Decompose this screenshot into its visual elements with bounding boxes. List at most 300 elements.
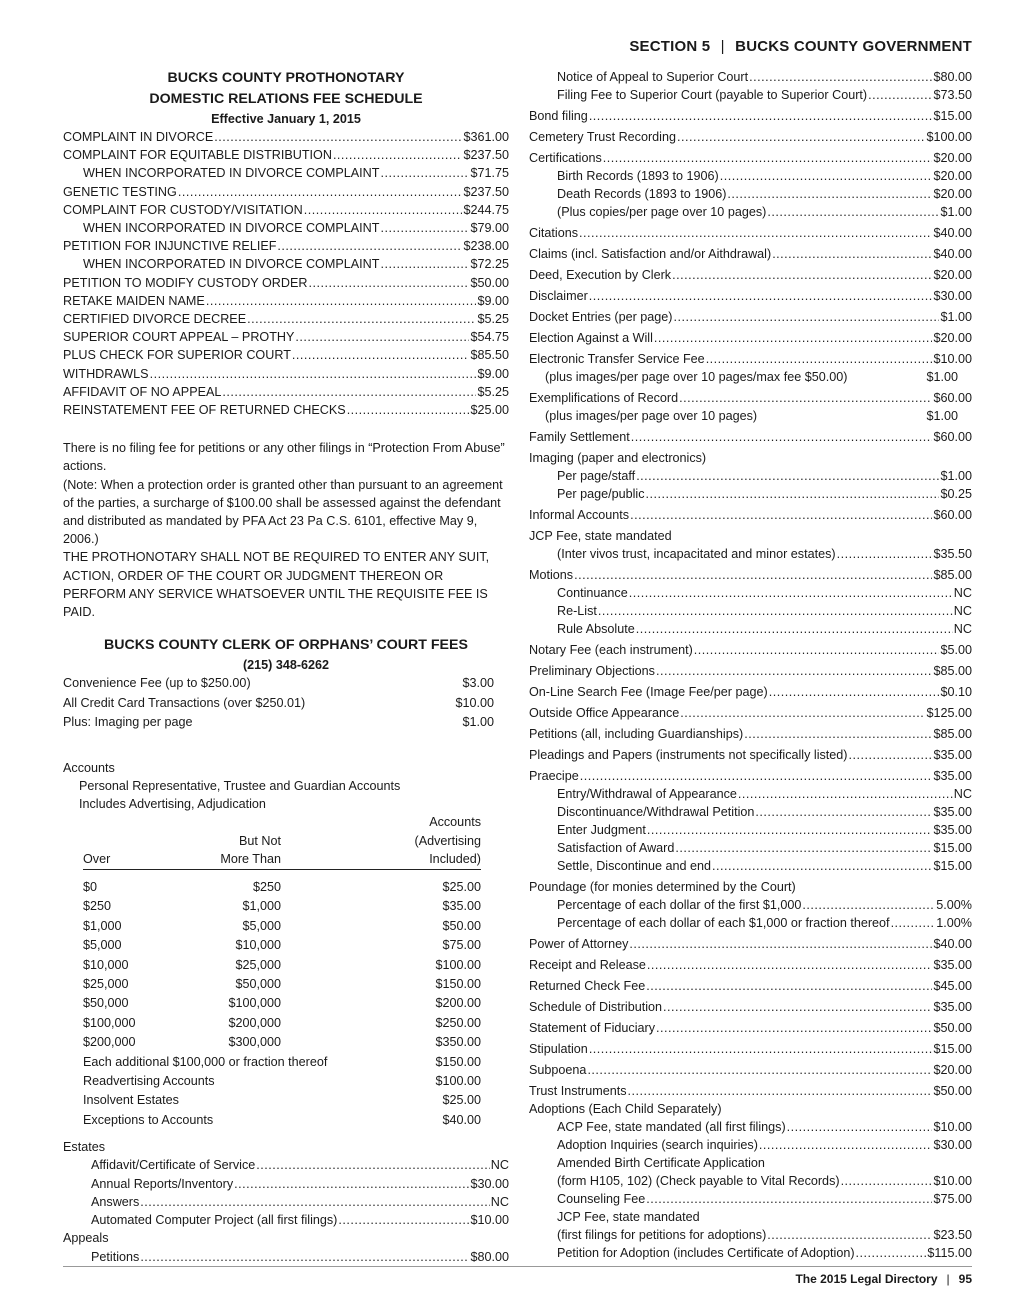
fee-amount: NC xyxy=(953,604,972,618)
fee-amount: $40.00 xyxy=(933,937,972,951)
leader-dots xyxy=(744,725,932,743)
fee-amount: NC xyxy=(490,1194,509,1209)
leader-dots xyxy=(767,203,939,221)
fee-row xyxy=(529,224,972,242)
fee-label: Each additional $100,000 or fraction thereof xyxy=(83,1054,328,1069)
fee-row xyxy=(529,620,972,638)
fee-label: Citations xyxy=(529,226,578,240)
fee-label: Disclaimer xyxy=(529,289,588,303)
fee-amount: $85.00 xyxy=(933,568,972,582)
leader-dots xyxy=(646,485,940,503)
leader-dots xyxy=(720,167,933,185)
page-footer xyxy=(795,1272,972,1286)
fee-row xyxy=(63,128,509,146)
fee-row xyxy=(63,1248,509,1266)
leader-dots xyxy=(587,1061,932,1079)
fee-label: CERTIFIED DIVORCE DECREE xyxy=(63,312,247,327)
fee-label: Exemplifications of Record xyxy=(529,391,679,405)
fee-label: (Inter vivos trust, incapacitated and minor estates) xyxy=(557,547,836,561)
estates-fee-list xyxy=(63,1156,509,1229)
leader-dots xyxy=(256,1156,490,1174)
section-title: BUCKS COUNTY GOVERNMENT xyxy=(735,38,972,55)
fee-label: Praecipe xyxy=(529,769,579,783)
fee-label: Amended Birth Certificate Application xyxy=(557,1156,765,1170)
fee-amount: $35.00 xyxy=(933,805,972,819)
fee-row xyxy=(63,383,509,401)
fee-label: Informal Accounts xyxy=(529,508,630,522)
fee-row xyxy=(529,1100,972,1118)
fee-label: Certifications xyxy=(529,151,602,165)
table-row xyxy=(83,975,481,994)
leader-dots xyxy=(654,329,933,347)
fee-row xyxy=(529,1061,972,1079)
fee-amount: $10.00 xyxy=(470,1213,509,1228)
leader-dots xyxy=(636,467,939,485)
fee-label: (plus images/per page over 10 pages) xyxy=(545,409,758,423)
leader-dots xyxy=(769,683,940,701)
leader-dots xyxy=(292,346,470,364)
table-row xyxy=(83,1033,481,1052)
fee-amount: $40.00 xyxy=(933,226,972,240)
table-cell: $75.00 xyxy=(442,938,481,953)
fee-label: Power of Attorney xyxy=(529,937,629,951)
fee-label: Readvertising Accounts xyxy=(83,1074,215,1089)
fee-label: Filing Fee to Superior Court (payable to Superior Court) xyxy=(557,88,868,102)
fee-label: Insolvent Estates xyxy=(83,1093,179,1108)
leader-dots xyxy=(712,857,932,875)
fee-label: COMPLAINT FOR CUSTODY/VISITATION xyxy=(63,202,303,217)
fee-amount: $50.00 xyxy=(933,1084,972,1098)
fee-label: Subpoena xyxy=(529,1063,587,1077)
fee-label: SUPERIOR COURT APPEAL – PROTHY xyxy=(63,330,295,345)
fee-amount: $35.00 xyxy=(933,823,972,837)
pfa-note: (Note: When a protection order is granted other than pursuant to an agreement of the parties, a surcharge of $100.00 shall be assessed against the defendant and distributed as mandated by PFA Act 23 Pa C.S. 6101, effective May 9, 2006.) xyxy=(63,477,503,547)
fee-row xyxy=(63,401,509,419)
list-item xyxy=(83,1072,481,1091)
fee-label: Docket Entries (per page) xyxy=(529,310,673,324)
leader-dots xyxy=(636,620,953,638)
fee-label: Election Against a Will xyxy=(529,331,653,345)
fee-amount: NC xyxy=(490,1158,509,1173)
fee-amount: $1.00 xyxy=(940,469,972,483)
leader-dots xyxy=(772,245,932,263)
fee-row xyxy=(529,977,972,995)
fee-row xyxy=(529,566,972,584)
fee-label: Returned Check Fee xyxy=(529,979,646,993)
header-separator: | xyxy=(720,38,725,55)
fee-row xyxy=(529,704,972,722)
fee-row xyxy=(529,506,972,524)
fee-label: JCP Fee, state mandated xyxy=(557,1210,700,1224)
fee-label: PETITION FOR INJUNCTIVE RELIEF xyxy=(63,239,277,254)
fee-label: Plus: Imaging per page xyxy=(63,715,193,730)
fee-row xyxy=(529,449,972,467)
fee-amount: $5.25 xyxy=(477,384,509,399)
leader-dots xyxy=(206,292,477,310)
fee-amount: $15.00 xyxy=(933,1042,972,1056)
fee-row xyxy=(63,1175,509,1193)
fee-label: Annual Reports/Inventory xyxy=(91,1176,234,1191)
fee-label: Electronic Transfer Service Fee xyxy=(529,352,705,366)
fee-amount: $30.00 xyxy=(470,1176,509,1191)
fee-label: AFFIDAVIT OF NO APPEAL xyxy=(63,384,222,399)
fee-label: WHEN INCORPORATED IN DIVORCE COMPLAINT xyxy=(83,166,380,181)
fee-row xyxy=(63,694,509,714)
fee-label: PETITION TO MODIFY CUSTODY ORDER xyxy=(63,275,308,290)
accounts-table-body xyxy=(83,878,481,1053)
leader-dots xyxy=(629,935,932,953)
fee-label: GENETIC TESTING xyxy=(63,184,177,199)
fee-amount: $35.00 xyxy=(933,1000,972,1014)
table-cell: $0 xyxy=(83,880,98,894)
fee-row xyxy=(529,245,972,263)
table-row xyxy=(83,956,481,975)
fee-row xyxy=(529,329,972,347)
fee-amount: $10.00 xyxy=(933,1120,972,1134)
fee-label: Notary Fee (each instrument) xyxy=(529,643,693,657)
fee-row xyxy=(529,839,972,857)
fee-amount: $3.00 xyxy=(462,676,494,691)
fee-row xyxy=(529,485,972,503)
fee-amount: $20.00 xyxy=(933,1063,972,1077)
fee-label: Petitions xyxy=(91,1249,140,1264)
fee-row xyxy=(63,1156,509,1174)
fee-row xyxy=(63,237,509,255)
fee-amount: $40.00 xyxy=(933,247,972,261)
table-cell: $250.00 xyxy=(435,1015,481,1030)
fee-amount: $25.00 xyxy=(442,1093,481,1108)
fee-amount: $20.00 xyxy=(933,331,972,345)
fee-label: RETAKE MAIDEN NAME xyxy=(63,293,205,308)
fee-label: COMPLAINT IN DIVORCE xyxy=(63,130,214,144)
fee-amount: NC xyxy=(953,586,972,600)
table-cell: $5,000 xyxy=(83,938,122,953)
leader-dots xyxy=(849,746,933,764)
fee-amount: $1.00 xyxy=(462,715,494,730)
leader-dots xyxy=(680,704,925,722)
fee-amount: $73.50 xyxy=(933,88,972,102)
col-but-not-header: But Not More Than xyxy=(220,833,281,866)
fee-row xyxy=(63,346,509,364)
prothonotary-subtitle: DOMESTIC RELATIONS FEE SCHEDULE xyxy=(149,91,423,107)
leader-dots xyxy=(759,1136,933,1154)
fee-amount: $10.00 xyxy=(933,352,972,366)
fee-label: Continuance xyxy=(557,586,628,600)
accounts-desc-line2: Includes Advertising, Adjudication xyxy=(79,797,266,812)
fee-label: Rule Absolute xyxy=(557,622,635,636)
fee-row xyxy=(529,683,972,701)
fee-row xyxy=(529,203,972,221)
fee-row xyxy=(63,310,509,328)
fee-label: Affidavit/Certificate of Service xyxy=(91,1158,256,1173)
fee-amount: $237.50 xyxy=(463,148,509,163)
fee-amount: $15.00 xyxy=(933,859,972,873)
fee-row xyxy=(529,956,972,974)
table-cell: $1,000 xyxy=(83,918,122,933)
table-cell: $5,000 xyxy=(242,918,281,933)
fee-amount: $60.00 xyxy=(933,391,972,405)
fee-amount: $85.50 xyxy=(470,348,509,363)
fee-row xyxy=(529,368,972,386)
fee-label: All Credit Card Transactions (over $250.01) xyxy=(63,695,306,710)
fee-row xyxy=(529,1226,972,1244)
table-cell: $200.00 xyxy=(435,996,481,1011)
fee-row xyxy=(63,365,509,383)
table-cell: $10,000 xyxy=(83,957,129,972)
leader-dots xyxy=(589,1040,933,1058)
fee-row xyxy=(529,407,972,425)
fee-amount: $35.50 xyxy=(933,547,972,561)
fee-row xyxy=(529,1040,972,1058)
leader-dots xyxy=(727,185,932,203)
leader-dots xyxy=(837,545,933,563)
leader-dots xyxy=(749,68,932,86)
fee-amount: $361.00 xyxy=(463,130,509,144)
leader-dots xyxy=(380,164,469,182)
fee-label: Stipulation xyxy=(529,1042,588,1056)
pfa-paragraph: There is no filing fee for petitions or any other filings in “Protection From Abuse” actions. xyxy=(63,441,505,474)
accounts-extra-list xyxy=(83,1053,481,1131)
leader-dots xyxy=(891,914,936,932)
fee-row xyxy=(529,527,972,545)
fee-label: (Plus copies/per page over 10 pages) xyxy=(557,205,767,219)
fee-row xyxy=(529,725,972,743)
fee-amount: $0.10 xyxy=(940,685,972,699)
fee-label: Adoption Inquiries (search inquiries) xyxy=(557,1138,758,1152)
table-cell: $200,000 xyxy=(83,1035,136,1050)
fee-label: COMPLAINT FOR EQUITABLE DISTRIBUTION xyxy=(63,148,332,163)
fee-label: Satisfaction of Award xyxy=(557,841,675,855)
fee-row xyxy=(529,662,972,680)
leader-dots xyxy=(589,107,933,125)
fee-row xyxy=(529,1244,972,1262)
section-header xyxy=(629,38,972,55)
fee-amount: $9.00 xyxy=(477,366,509,381)
fee-label: Family Settlement xyxy=(529,430,630,444)
fee-amount: $20.00 xyxy=(933,268,972,282)
orphans-fee-list-continued xyxy=(529,68,972,1262)
fee-label: Per page/staff xyxy=(557,469,636,483)
table-cell: $350.00 xyxy=(435,1035,481,1050)
leader-dots xyxy=(755,803,932,821)
leader-dots xyxy=(856,1244,927,1262)
table-cell: $200,000 xyxy=(228,1015,281,1030)
fee-label: Cemetery Trust Recording xyxy=(529,130,676,144)
fee-row xyxy=(529,1154,972,1172)
fee-row xyxy=(529,350,972,368)
leader-dots xyxy=(646,1190,932,1208)
leader-dots xyxy=(603,149,933,167)
fee-amount: 1.00% xyxy=(936,916,972,930)
fee-row xyxy=(63,292,509,310)
fee-label: Pleadings and Papers (instruments not specifically listed) xyxy=(529,748,848,762)
fee-amount: $1.00 xyxy=(940,205,972,219)
col-over-header: Over xyxy=(83,851,111,866)
accounts-description xyxy=(63,777,509,813)
fee-label: WITHDRAWLS xyxy=(63,366,149,381)
fee-label: Percentage of each dollar of each $1,000 or fraction thereof xyxy=(557,916,890,930)
fee-amount: $23.50 xyxy=(933,1228,972,1242)
leader-dots xyxy=(579,224,932,242)
fee-amount: $75.00 xyxy=(933,1192,972,1206)
fee-row xyxy=(529,167,972,185)
table-cell: $25,000 xyxy=(235,957,281,972)
fee-label: (first filings for petitions for adoptions) xyxy=(557,1228,767,1242)
table-cell: $50,000 xyxy=(235,977,281,992)
leader-dots xyxy=(706,350,933,368)
table-cell: $250 xyxy=(83,899,112,914)
fee-amount: $80.00 xyxy=(933,70,972,84)
leader-dots xyxy=(234,1175,469,1193)
leader-dots xyxy=(222,383,476,401)
leader-dots xyxy=(679,389,932,407)
fee-row xyxy=(529,68,972,86)
fee-amount: $20.00 xyxy=(933,169,972,183)
fee-label: Settle, Discontinue and end xyxy=(557,859,712,873)
fee-row xyxy=(529,746,972,764)
fee-row xyxy=(529,857,972,875)
fee-row xyxy=(529,896,972,914)
left-column xyxy=(63,68,509,1266)
effective-date: Effective January 1, 2015 xyxy=(211,112,361,126)
fee-label: Automated Computer Project (all first filings) xyxy=(91,1213,338,1228)
fee-amount: $60.00 xyxy=(933,430,972,444)
leader-dots xyxy=(140,1193,490,1211)
leader-dots xyxy=(247,310,476,328)
fee-amount: 5.00% xyxy=(936,898,972,912)
table-row xyxy=(83,1014,481,1033)
table-cell: $50.00 xyxy=(442,918,481,933)
leader-dots xyxy=(767,1226,932,1244)
fee-amount: $30.00 xyxy=(933,289,972,303)
fee-label: Entry/Withdrawal of Appearance xyxy=(557,787,737,801)
table-row xyxy=(83,917,481,936)
fee-row xyxy=(529,584,972,602)
fee-label: WHEN INCORPORATED IN DIVORCE COMPLAINT xyxy=(83,221,380,236)
fee-amount: NC xyxy=(953,622,972,636)
leader-dots xyxy=(663,998,932,1016)
fee-row xyxy=(63,274,509,292)
fee-label: Counseling Fee xyxy=(557,1192,646,1206)
section-label: SECTION 5 xyxy=(629,38,711,55)
list-item xyxy=(83,1111,481,1130)
fee-amount: $71.75 xyxy=(470,166,509,181)
leader-dots xyxy=(656,1019,932,1037)
fee-row xyxy=(529,602,972,620)
fee-amount: $1.00 xyxy=(926,409,958,423)
fee-amount: $85.00 xyxy=(933,727,972,741)
fee-label: Notice of Appeal to Superior Court xyxy=(557,70,749,84)
leader-dots xyxy=(308,274,469,292)
fee-row xyxy=(63,328,509,346)
fee-amount: $15.00 xyxy=(933,109,972,123)
leader-dots xyxy=(277,237,462,255)
leader-dots xyxy=(656,662,932,680)
leader-dots xyxy=(674,308,940,326)
fee-label: Discontinuance/Withdrawal Petition xyxy=(557,805,755,819)
fee-label: Receipt and Release xyxy=(529,958,646,972)
fee-label: PLUS CHECK FOR SUPERIOR COURT xyxy=(63,348,291,363)
table-row xyxy=(83,878,481,897)
fee-amount: $30.00 xyxy=(933,1138,972,1152)
fee-row xyxy=(529,914,972,932)
fee-row xyxy=(529,185,972,203)
fee-row xyxy=(529,308,972,326)
footer-rule xyxy=(63,1266,972,1267)
fee-amount: $244.75 xyxy=(463,202,509,217)
leader-dots xyxy=(598,602,953,620)
leader-dots xyxy=(140,1248,469,1266)
fee-row xyxy=(529,467,972,485)
fee-label: Enter Judgment xyxy=(557,823,646,837)
leader-dots xyxy=(380,255,469,273)
table-cell: $25.00 xyxy=(442,880,481,894)
fee-amount: $85.00 xyxy=(933,664,972,678)
leader-dots xyxy=(589,287,933,305)
fee-label: Death Records (1893 to 1906) xyxy=(557,187,727,201)
fee-row xyxy=(529,821,972,839)
fee-row xyxy=(529,149,972,167)
fee-label: Claims (incl. Satisfaction and/or Aithdrawal) xyxy=(529,247,772,261)
table-cell: $150.00 xyxy=(435,977,481,992)
table-cell: $100.00 xyxy=(435,957,481,972)
leader-dots xyxy=(574,566,932,584)
leader-dots xyxy=(787,1118,933,1136)
fee-row xyxy=(63,146,509,164)
fee-amount: $35.00 xyxy=(933,958,972,972)
fee-amount: $10.00 xyxy=(455,695,494,710)
fee-label: Adoptions (Each Child Separately) xyxy=(529,1102,722,1116)
fee-row xyxy=(529,998,972,1016)
fee-amount: $35.00 xyxy=(933,748,972,762)
fee-label: (form H105, 102) (Check payable to Vital Records) xyxy=(557,1174,840,1188)
fee-row xyxy=(529,1190,972,1208)
table-row xyxy=(83,994,481,1013)
fee-amount: $60.00 xyxy=(933,508,972,522)
fee-amount: $100.00 xyxy=(926,130,972,144)
table-cell: $25,000 xyxy=(83,977,129,992)
leader-dots xyxy=(333,146,463,164)
table-row xyxy=(83,897,481,916)
fee-label: On-Line Search Fee (Image Fee/per page) xyxy=(529,685,768,699)
fee-label: Answers xyxy=(91,1194,140,1209)
leader-dots xyxy=(647,821,933,839)
table-cell: $250 xyxy=(252,880,281,894)
appeals-fee-list xyxy=(63,1248,509,1266)
fee-row xyxy=(529,767,972,785)
fee-amount: $80.00 xyxy=(470,1249,509,1264)
fee-amount: $237.50 xyxy=(463,184,509,199)
footer-text: The 2015 Legal Directory xyxy=(795,1272,938,1286)
table-cell: $300,000 xyxy=(228,1035,281,1050)
fee-row xyxy=(529,1082,972,1100)
fee-label: Percentage of each dollar of the first $1,000 xyxy=(557,898,802,912)
leader-dots xyxy=(630,506,932,524)
fee-label: Petition for Adoption (includes Certificate of Adoption) xyxy=(557,1246,855,1260)
fee-amount: $40.00 xyxy=(442,1112,481,1127)
fee-row xyxy=(529,389,972,407)
fee-amount: $1.00 xyxy=(940,310,972,324)
fee-amount: $238.00 xyxy=(463,239,509,254)
fee-row xyxy=(529,878,972,896)
fee-row xyxy=(63,255,509,273)
leader-dots xyxy=(647,956,933,974)
fee-label: Exceptions to Accounts xyxy=(83,1112,214,1127)
leader-dots xyxy=(646,977,932,995)
fee-row xyxy=(529,785,972,803)
fee-amount: $50.00 xyxy=(933,1021,972,1035)
prothonotary-fee-list xyxy=(63,128,509,419)
